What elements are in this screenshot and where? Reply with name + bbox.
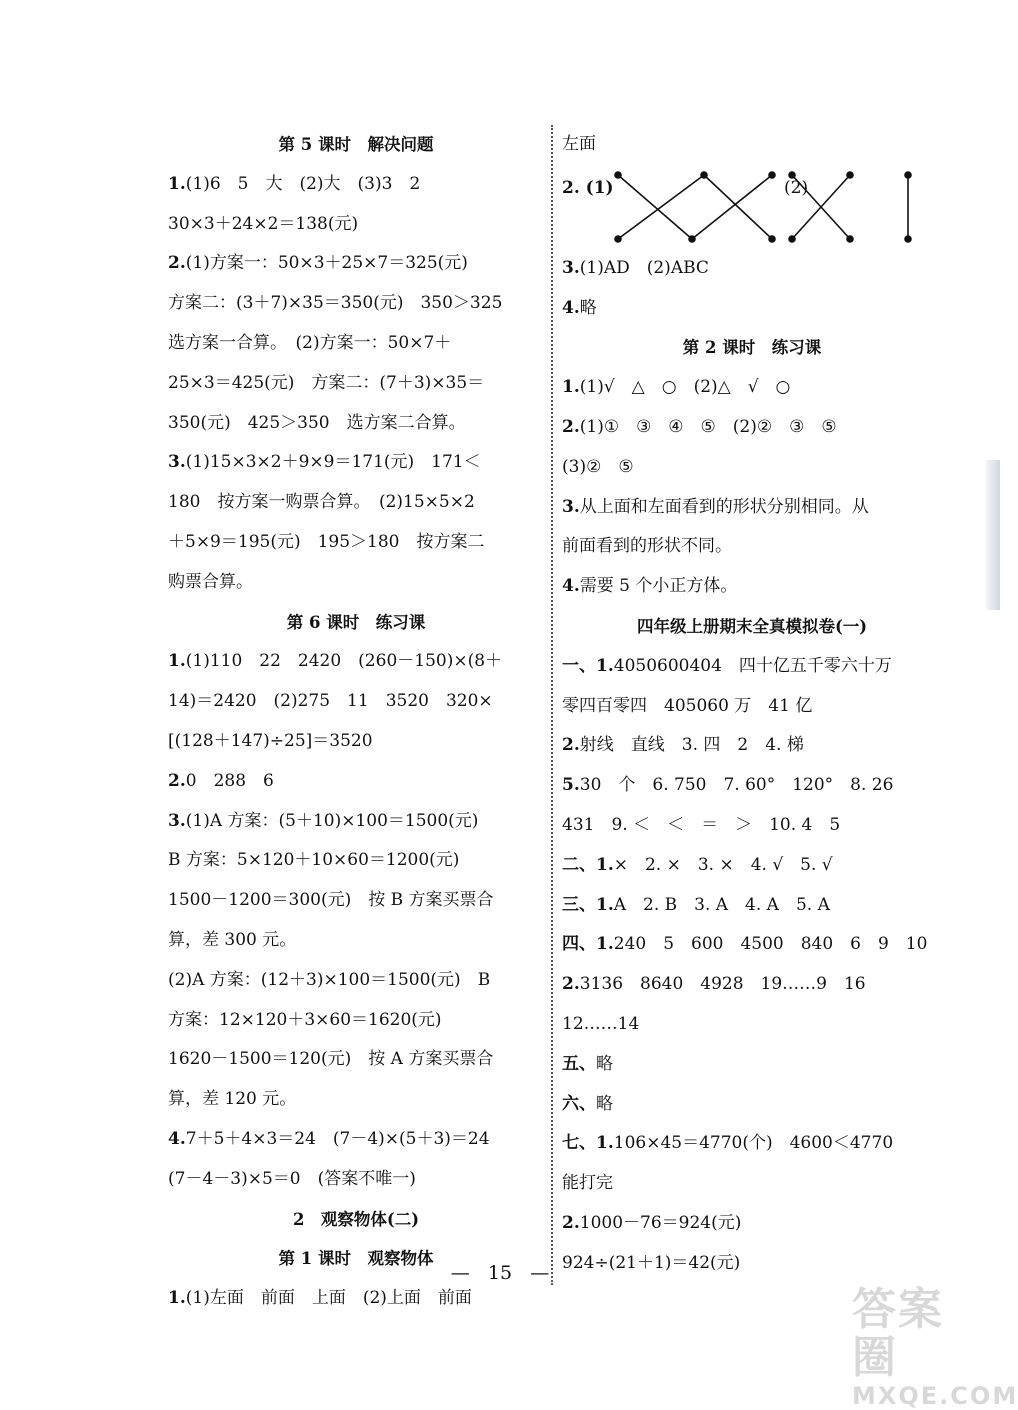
answer-line: [562, 289, 942, 329]
dot: [847, 172, 853, 178]
dot: [769, 236, 775, 242]
answer-line: [168, 1160, 544, 1200]
item-number: 2.: [562, 416, 580, 437]
answer-line: [562, 1204, 942, 1244]
item-number: 五、: [562, 1053, 596, 1074]
answer-text: 购票合算。: [168, 571, 253, 592]
heading-text: 第 5 课时 解决问题: [278, 135, 434, 154]
match-line: [618, 175, 704, 239]
answer-text: 方案二：(3＋7)×35＝350(元) 350＞325: [168, 293, 503, 314]
answer-text: (1)6 5 大 (2)大 (3)3 2: [185, 173, 421, 194]
answer-text: A 2. B 3. A 4. A 5. A: [613, 894, 830, 915]
page-dash: —: [530, 1262, 550, 1284]
answer-line: [562, 726, 942, 766]
answer-line: [168, 642, 544, 682]
answer-text: 略: [596, 1053, 613, 1074]
section-heading: [168, 1200, 544, 1240]
item-number: 3.: [168, 452, 186, 473]
answer-line: [168, 1120, 544, 1160]
dot: [905, 236, 911, 242]
answer-line: [168, 364, 544, 404]
left-column: [168, 125, 544, 1319]
item-number: 七、1.: [562, 1133, 614, 1154]
answer-text: 7＋5＋4×3＝24 (7－4)×(5＋3)＝24: [185, 1128, 490, 1149]
answer-line: [168, 1001, 544, 1041]
item-number: 2.: [168, 253, 186, 274]
answer-line: [562, 1085, 942, 1125]
answer-line: [562, 647, 942, 687]
item-number: 5.: [562, 775, 580, 796]
answer-text: 略: [596, 1093, 613, 1114]
answer-text: (3)② ⑤: [562, 456, 634, 477]
answer-line: [562, 965, 942, 1005]
answer-text: (1)√ △ ○ (2)△ √ ○: [579, 377, 791, 398]
answer-line: [168, 244, 544, 284]
item-number: 1.: [168, 651, 186, 672]
answer-text: 方案：12×120＋3×60＝1620(元): [168, 1009, 442, 1030]
item-number: 3.: [168, 810, 186, 831]
item-number: 1.: [168, 1288, 186, 1309]
dot: [701, 172, 707, 178]
item-number: 2.: [562, 1212, 580, 1233]
heading-text: 2 观察物体(二): [292, 1209, 420, 1229]
answer-text: (1)方案一：50×3＋25×7＝325(元): [185, 253, 468, 274]
answer-line: [562, 527, 942, 567]
heading-text: 第 1 课时 观察物体: [278, 1249, 434, 1269]
page-dash: —: [450, 1262, 470, 1284]
watermark-url: MXQE.COM: [852, 1382, 1018, 1410]
answer-text: (1)左面 前面 上面 (2)上面 前面: [185, 1288, 472, 1309]
answer-text: 从上面和左面看到的形状分别相同。从: [579, 496, 869, 517]
answer-line: [168, 1040, 544, 1080]
answer-text: (1)15×3×2＋9×9＝171(元) 171＜: [185, 452, 481, 473]
dot: [615, 236, 621, 242]
dot: [789, 236, 795, 242]
answer-line: [168, 324, 544, 364]
answer-text: 左面: [562, 134, 596, 154]
answer-text: 3136 8640 4928 19……9 16: [579, 974, 866, 995]
heading-text: 第 6 课时 练习课: [286, 612, 426, 632]
answer-line: [562, 846, 942, 886]
answer-line: [562, 448, 942, 488]
answer-text: B 方案：5×120＋10×60＝1200(元): [168, 850, 460, 871]
answer-line: [168, 205, 544, 245]
matching-lines-figure: [562, 165, 942, 249]
answer-line: [168, 841, 544, 881]
answer-text: (2)A 方案：(12＋3)×100＝1500(元) B: [168, 969, 491, 990]
answer-line: [562, 766, 942, 806]
answer-text: (1)110 22 2420 (260－150)×(8＋: [185, 651, 503, 672]
answer-line: [168, 921, 544, 961]
dot: [905, 172, 911, 178]
item-number: 3.: [562, 257, 580, 278]
answer-text: 30×3＋24×2＝138(元): [168, 213, 359, 234]
item-number: 1.: [562, 377, 580, 398]
figure-row: [562, 165, 942, 249]
item-number: 4.: [562, 576, 580, 597]
answer-text: (1)AD (2)ABC: [579, 257, 709, 278]
page-edge-shadow: [986, 460, 1000, 610]
item-number: 四、1.: [562, 934, 614, 955]
answer-line: [168, 483, 544, 523]
answer-text: (1)A 方案：(5＋10)×100＝1500(元): [185, 810, 479, 831]
answer-text: 射线 直线 3. 四 2 4. 梯: [579, 735, 804, 756]
answer-text: 1500－1200＝300(元) 按 B 方案买票合: [168, 890, 494, 911]
answer-line: [562, 1124, 942, 1164]
answer-line: [168, 165, 544, 205]
item-number: 二、1.: [562, 854, 614, 875]
item-number: 2.: [168, 770, 186, 791]
answer-text: 30 个 6. 750 7. 60° 120° 8. 26: [579, 775, 894, 796]
watermark-logo: [852, 1284, 1018, 1410]
match-line: [692, 175, 772, 239]
answer-text: 1620－1500＝120(元) 按 A 方案买票合: [168, 1049, 494, 1070]
answer-line: [562, 567, 942, 607]
answer-text: 略: [579, 297, 597, 318]
answer-text: 零四百零四 405060 万 41 亿: [562, 695, 813, 716]
answer-line: [562, 125, 942, 165]
answer-line: [168, 961, 544, 1001]
answer-text: 14)＝2420 (2)275 11 3520 320×: [168, 691, 493, 712]
answer-line: [168, 404, 544, 444]
item-number: 一、1.: [562, 655, 614, 676]
answer-line: [168, 284, 544, 324]
answer-text: 选方案一合算。 (2)方案一：50×7＋: [168, 332, 452, 353]
answer-text: (1)① ③ ④ ⑤ (2)② ③ ⑤: [579, 416, 837, 437]
answer-text: 0 288 6: [185, 770, 274, 791]
dot: [789, 172, 795, 178]
answer-line: [562, 408, 942, 448]
item-number: 4.: [562, 297, 580, 318]
page-number-value: 15: [487, 1262, 513, 1284]
answer-text: 前面看到的形状不同。: [562, 536, 732, 557]
section-heading: [168, 125, 544, 165]
answer-line: [168, 802, 544, 842]
answer-line: [562, 925, 942, 965]
answer-text: 180 按方案一购票合算。 (2)15×5×2: [168, 492, 475, 513]
answer-text: 106×45＝4770(个) 4600＜4770: [613, 1133, 894, 1154]
answer-line: [168, 443, 544, 483]
item-number: 4.: [168, 1128, 186, 1149]
dot: [847, 236, 853, 242]
dot: [689, 236, 695, 242]
answer-line: [562, 806, 942, 846]
answer-text: 350(元) 425＞350 选方案二合算。: [168, 412, 466, 433]
dot: [769, 172, 775, 178]
answer-line: [562, 687, 942, 727]
answer-text: 算，差 120 元。: [168, 1089, 297, 1110]
item-number: 三、1.: [562, 894, 614, 915]
answer-line: [562, 368, 942, 408]
answer-line: [562, 1164, 942, 1204]
right-column: [562, 125, 942, 1284]
answer-text: 需要 5 个小正方体。: [579, 576, 738, 597]
item-number: 六、: [562, 1093, 596, 1114]
answer-line: [168, 563, 544, 603]
answer-text: 能打完: [562, 1173, 613, 1194]
answer-text: 12……14: [562, 1013, 640, 1034]
answer-text: 924÷(21＋1)＝42(元): [562, 1252, 741, 1273]
answer-line: [168, 1080, 544, 1120]
column-divider: [551, 125, 553, 1285]
answer-text: 25×3＝425(元) 方案二：(7＋3)×35＝: [168, 372, 485, 393]
answer-text: [(128＋147)÷25]＝3520: [168, 730, 373, 751]
item-number: 2.: [562, 735, 580, 756]
answer-line: [168, 762, 544, 802]
answer-text: × 2. × 3. × 4. √ 5. √: [613, 854, 833, 875]
item-number: 3.: [562, 496, 580, 517]
section-heading: [562, 328, 942, 368]
answer-line: [562, 1005, 942, 1045]
answer-line: [168, 881, 544, 921]
answer-text: ＋5×9＝195(元) 195＞180 按方案二: [168, 531, 485, 552]
match-line: [704, 175, 772, 239]
answer-line: [168, 682, 544, 722]
answer-text: 1000－76＝924(元): [579, 1212, 742, 1233]
answer-line: [562, 488, 942, 528]
page-number: [0, 1258, 1000, 1288]
answer-text: 431 9. ＜ ＜ ＝ ＞ 10. 4 5: [562, 814, 841, 835]
right-lines: [562, 249, 942, 1284]
answer-line: [168, 722, 544, 762]
answer-text: 4050600404 四十亿五千零六十万: [613, 655, 892, 676]
match-line: [618, 175, 692, 239]
answer-line: [562, 1045, 942, 1085]
answer-line: [562, 249, 942, 289]
dot: [615, 172, 621, 178]
heading-text: 第 2 课时 练习课: [682, 338, 822, 358]
answer-line: [562, 886, 942, 926]
watermark-text: 答案圈: [852, 1284, 944, 1383]
figure-label-2: (2): [784, 177, 809, 198]
answer-line: [168, 523, 544, 563]
figure-label-1: 2. (1): [562, 177, 614, 198]
answer-text: (7－4－3)×5＝0 (答案不唯一): [168, 1168, 416, 1189]
heading-text: 四年级上册期末全真模拟卷(一): [636, 616, 868, 636]
answer-text: 240 5 600 4500 840 6 9 10: [613, 934, 928, 955]
item-number: 2.: [562, 974, 580, 995]
section-heading: [168, 603, 544, 643]
section-heading: [562, 607, 942, 647]
item-number: 1.: [168, 173, 186, 194]
answer-text: 算，差 300 元。: [168, 929, 297, 950]
